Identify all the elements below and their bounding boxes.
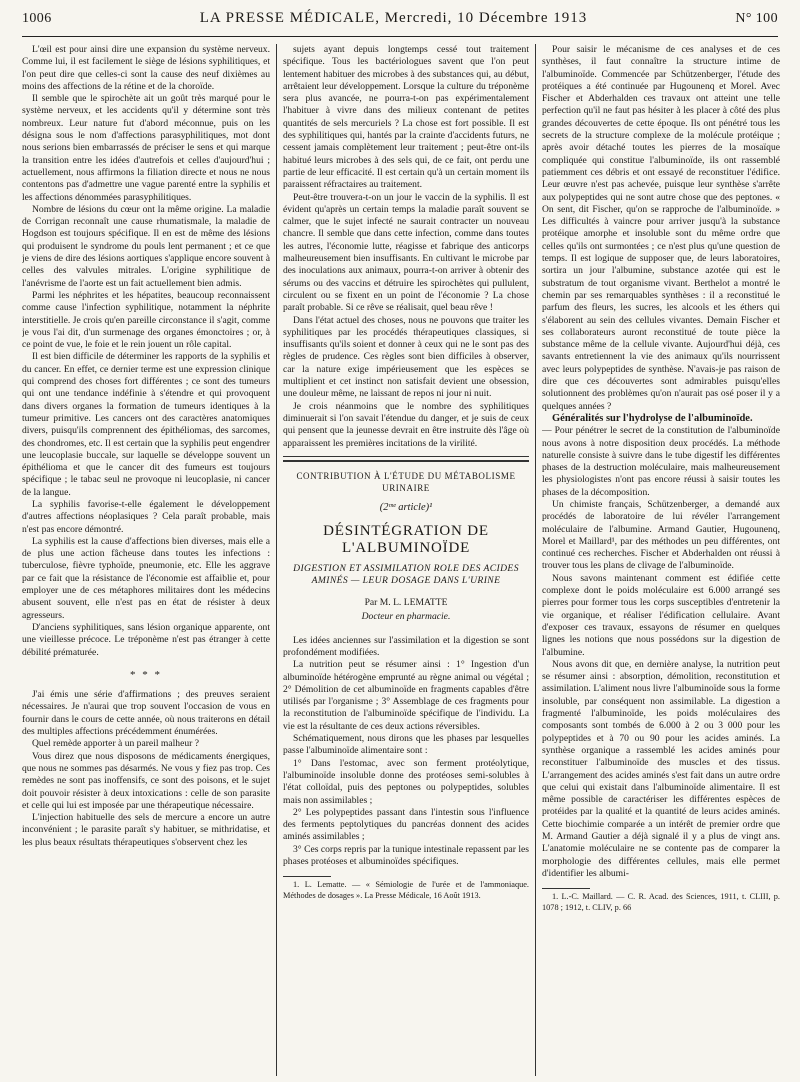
article-subtitle: DIGESTION ET ASSIMILATION ROLE DES ACIDES AMINÉS — LEUR DOSAGE DANS L'URINE <box>293 562 519 586</box>
footnote-rule <box>542 888 590 889</box>
paragraph: Pour saisir le mécanisme de ces analyses et de ces synthèses, il faut connaître la structure intime de l'albuminoïde. Commencée par Schützenberger, l'étude des protéiques a été continuée par Hugounenq et Morel. Avec Fischer et Abderhalden ces travaux ont atteint une telle perfection qu'il ne faut pas hésiter à les placer à côté des plus grandes découvertes de cette époque. Ils ont pénétré tous les secrets de la structure complexe de la molécule protéique ; après avoir détaché toutes les pierres de la mosaïque compliquée qui constitue l'albuminoïde, ils ont rassemblé patiemment ces débris et ont essayé de reconstituer l'édifice. Leur œuvre n'est pas achevée, puisque leur synthèse s'arrête aux polypeptides qui ne sont autre chose que des peptones. « On sent, dit Fischer, qu'on se rapproche de l'albuminoïde. » Les difficultés à vaincre pour arriver jusqu'à la substance protéique amorphe et insoluble sont du même ordre que celles qu'ils ont surmontées ; ce n'est plus qu'une question de temps. Il est logique de supposer que, de leurs laboratoires, sortira un jour l'albumine, substance azotée qui est le substratum de tout organisme vivant. Berthelot a montré le chemin par ses remarquables synthèses : il a reconstitué le parfum des fleurs, les sucres, les alcools et les éthers qui s'élaborent au sein des cellules vivantes. Demain Fischer et ses collaborateurs auront reconstitué de toute pièce la substance même de la cellule vivante. Aujourd'hui déjà, ces savants entretiennent la vie des animaux qu'ils nourrissent avec leurs polypeptides de synthèse. N'avais-je pas raison de dire que ces découvertes sont admirables puisqu'elles solutionnent des problèmes qu'on n'aurait pas osé poser il y a quelques années ? <box>542 44 780 412</box>
paragraph: Parmi les néphrites et les hépatites, beaucoup reconnaissent comme cause l'infection syphilitique, notamment la néphrite interstitielle. Je crois qu'en pareille circonstance il s'agit, comme je vous l'ai dit, d'un surmenage des organes émonctoires ; or, à ce point de vue, le foie et le rein jouent un rôle capital. <box>22 289 270 351</box>
paragraph: — Pour pénétrer le secret de la constitution de l'albuminoïde nous avons à notre disposition deux procédés. La méthode naturelle consiste à suivre dans le tube digestif les différentes phases de la destruction moléculaire, mais malheureusement les physiologistes n'ont pas encore réussi à saisir toutes les phases de la décomposition. <box>542 425 780 498</box>
running-head <box>22 10 778 36</box>
paragraph: Un chimiste français, Schützenberger, a demandé aux procédés de laboratoire de lui révéler l'arrangement moléculaire de l'albumine. Armand Gautier, Hugounenq, Morel et Maillard¹, par des méthodes un peu différentes, ont continué ces recherches. Fischer et Abderhalden ont réussi à trouver tous les plans de clivage de l'albuminoïde. <box>542 498 780 572</box>
series-heading: CONTRIBUTION À L'ÉTUDE DU MÉTABOLISME URINAIRE <box>296 470 516 494</box>
section-ornament: * * * <box>130 668 162 681</box>
footnote: 1. L.-C. Maillard. — C. R. Acad. des Sciences, 1911, t. CLIII, p. 1078 ; 1912, t. CLIV, p. 66 <box>542 892 780 912</box>
column-separator <box>535 44 536 1076</box>
paragraph: J'ai émis une série d'affirmations ; des preuves seraient nécessaires. Je n'aurai que trop souvent l'occasion de vous en fournir dans le cours de cette année, où nous traiterons en détail des multiples affections précédemment énumérées. <box>22 689 270 738</box>
paragraph: La syphilis favorise-t-elle également le développement d'autres affections néoplasiques ? Cela paraît probable, mais n'est pas encore démontré. <box>22 498 270 535</box>
article-rule <box>283 456 529 457</box>
article-title: DÉSINTÉGRATION DE L'ALBUMINOÏDE <box>323 522 489 556</box>
paragraph: 3° Ces corps repris par la tunique intestinale repassent par les phases protéoses et albuminoïdes spécifiques. <box>283 843 529 868</box>
paragraph: Peut-être trouvera-t-on un jour le vaccin de la syphilis. Il est évident qu'après un certain temps la maladie paraît souvent se calmer, que le sujet infecté ne saurait contracter un nouveau chancre. Il semble que dans cette infection, comme dans toutes les autres, l'économie lutte, réagisse et fabrique des anticorps malheureusement bien insuffisants. En cultivant le microbe par des inoculations aux animaux, pourra-t-on arriver à obtenir des sérums ou des vaccins et détruire les spirochètes qui pullulent, circulent ou se fixent en un point de l'économie ? La chose paraît probable. Si ce rêve se réalisait, quel beau rêve ! <box>283 191 529 314</box>
column-3 <box>542 44 780 1076</box>
paragraph: Schématiquement, nous dirons que les phases par lesquelles passe l'albuminoïde alimentaire sont : <box>283 733 529 757</box>
page-number: 1006 <box>22 11 52 26</box>
paragraph: L'œil est pour ainsi dire une expansion du système nerveux. Comme lui, il est facilement le siège de lésions syphilitiques, et l'on peut dire que celles-ci sont la cause des neuf dixièmes au moins des affections de la rétine et de la choroïde. <box>22 44 270 92</box>
paragraph: 1° Dans l'estomac, avec son ferment protéolytique, l'albuminoïde insoluble donne des protéoses semi-solubles à l'état colloïdal, puis des peptones ou polypeptides, solubles mais non assimilables ; <box>283 757 529 806</box>
paragraph: Dans l'état actuel des choses, nous ne pouvons que traiter les syphilitiques par les procédés thérapeutiques classiques, si insuffisants qu'ils soient et donner à ceux qui ne le sont pas des règles de prudence. Ces règles sont bien difficiles à observer, car la nature exige impérieusement que les espèces se multiplient et cet instinct non satisfait devient une obsession, une douleur même, ne laissant de repos ni jour ni nuit. <box>283 314 529 400</box>
paragraph: Quel remède apporter à un pareil malheur ? <box>32 738 200 750</box>
paragraph: Les idées anciennes sur l'assimilation et la digestion se sont profondément modifiées. <box>283 634 529 658</box>
paragraph: Je crois néanmoins que le nombre des syphilitiques diminuerait si l'on savait l'étendue du danger, et je suis de ceux qui pensent que la jeunesse devrait en être instruite dès l'âge où apparaissent les premières incitations de la virilité. <box>283 400 529 449</box>
paragraph: La nutrition peut se résumer ainsi : 1° Ingestion d'un albuminoïde hétérogène emprunté au règne animal ou végétal ; 2° Démolition de cet albuminoïde en fragments capables d'être utilisés par l'organisme ; 3° Assemblage de ces fragments pour la reconstitution de l'albuminoïde spécifique de l'individu. La vie est la résultante de ces deux actions réversibles. <box>283 659 529 732</box>
article-rule <box>283 460 529 462</box>
section-heading: Généralités sur l'hydrolyse de l'albuminoïde. <box>552 412 753 424</box>
paragraph: Nombre de lésions du cœur ont la même origine. La maladie de Corrigan reconnaît une cause rhumatismale, la maladie de Hogdson est toujours spécifique. Il en est de même des lésions qui produisent le syndrome du pouls lent permanent ; et ce que je viens de dire des lésions aortiques s'applique encore souvent à celles des valvules mitrales. L'origine syphilitique de l'anévrisme de l'aorte est un fait actuellement bien admis. <box>22 203 270 289</box>
byline: Par M. L. LEMATTE <box>364 596 448 608</box>
paragraph: L'injection habituelle des sels de mercure a encore un autre inconvénient ; le parasite paraît s'y habituer, se mithridatise, et les plus beaux résultats thérapeutiques s'observent chez les <box>22 812 270 848</box>
paragraph: Vous direz que nous disposons de médicaments énergiques, que nous ne sommes pas désarmés. Ne vous y fiez pas trop. Ces remèdes ne sont pas inoffensifs, ce sont des poisons, et le sujet doit pouvoir résister à deux intoxications : celle de son parasite et celle qui lui est imposée par une thérapeutique nécessaire. <box>22 750 270 811</box>
column-1 <box>22 44 270 1076</box>
article-note: (2ᵐᵉ article)¹ <box>379 502 433 514</box>
column-2 <box>283 44 529 1076</box>
issue-number: N° 100 <box>735 11 778 26</box>
paragraph: La syphilis est la cause d'affections bien diverses, mais elle a de plus une action fâcheuse dans toutes les infections : tuberculose, fièvre typhoïde, pneumonie, etc. Elle les aggrave par ce fait que la résistance de l'économie est affaiblie et, pour employer une de ces métaphores militaires dont les médecins abusent souvent, elle n'est pas en état de résister à deux agresseurs. <box>22 535 270 621</box>
paragraph: sujets ayant depuis longtemps cessé tout traitement spécifique. Tous les bactériologues savent que l'on peut lentement habituer des microbes à des substances qui, au début, arrêtaient leur développement. Lorsque la culture du tréponème sera plus avancée, ne pourra-t-on pas expérimentalement l'habituer à vivre dans des milieux contenant de petites quantités de sels mercuriels ? La chose est fort possible. Il est des syphilitiques qui, hantés par la crainte d'accidents futurs, ne cessent jamais complètement leur traitement ; peut-être ont-ils habitué leurs microbes à des sels qui, de ce fait, ont perdu une partie de leur efficacité. Il est certain qu'à un certain moment ils paraissent réfractaires au traitement. <box>283 44 529 191</box>
journal-title: LA PRESSE MÉDICALE, Mercredi, 10 Décembre 1913 <box>199 10 588 26</box>
header-rule <box>22 36 778 37</box>
byline-role: Docteur en pharmacie. <box>361 610 451 622</box>
paragraph: Il est bien difficile de déterminer les rapports de la syphilis et du cancer. En effet, ce dernier terme est une expression clinique qui comprend des choses fort différentes ; ce sont des tumeurs qui ont une tendance indéfinie à s'étendre et qui provoquent dans divers organes la formation de tumeurs identiques à la tumeur primitive. Les cancers ont des caractères anatomiques divers, puisqu'ils comprennent des épithéliomas, des sarcomes, des chondromes, etc. Il est certain que la syphilis peut engendrer une leucoplasie buccale, sur laquelle se développe souvent un épithélioma et que le cancer dit des fumeurs est toujours spécifique ; le tabac seul ne provoque ni leucoplasie, ni cancer de la langue. <box>22 351 270 498</box>
paragraph: 2° Les polypeptides passant dans l'intestin sous l'influence des ferments peptolytiques du pancréas donnent des acides aminés assimilables ; <box>283 806 529 843</box>
paragraph: Nous savons maintenant comment est édifiée cette complexe dont le poids moléculaire est 6.000 arrangé ses pierres pour former tous les corps susceptibles d'entretenir la vie organique, et réaliser l'édification cellulaire. Avant d'exposer ces travaux, essayons de résumer en quelques lignes les notions que nous possédons sur la digestion de l'albumine. <box>542 572 780 658</box>
footnote-rule <box>283 876 331 877</box>
paragraph: Nous avons dit que, en dernière analyse, la nutrition peut se résumer ainsi : absorption, démolition, reconstitution et assimilation. L'aliment nous livre l'albuminoïde sous la forme insoluble, par conséquent non assimilable. La digestion a fragmenté l'albuminoïde, les poids moléculaires des composants sont tombés de 6.000 à 2 ou 3 000 pour les polypeptides et à 70 ou 90 pour les acides aminés. La synthèse organique a rassemblé les acides aminés pour reconstituer l'albuminoïde des muscles et des tissus. L'arrangement des acides aminés s'est fait dans un autre ordre que celui qui existait dans l'albuminoïde alimentaire. Il est même possible de caractériser les différentes espèces de protéides par la qualité et la quantité de leurs acides aminés. Cette biochimie comparée a un intérêt de premier ordre que M. Armand Gautier a déjà signalé il y a plus de vingt ans. L'anatomie moléculaire ne se contente pas de comparer la morphologie des différentes cellules, mais elle permet d'identifier les albumi- <box>542 658 780 879</box>
footnote: 1. L. Lematte. — « Sémiologie de l'urée et de l'ammoniaque. Méthodes de dosages ». La Presse Médicale, 16 Août 1913. <box>283 880 529 900</box>
column-separator <box>276 44 277 1076</box>
paragraph: Il semble que le spirochète ait un goût très marqué pour le système nerveux, et les accidents qu'il y détermine sont très nombreux. Leur nature fut d'abord méconnue, puis on les désigna sous le nom d'affections parasyphilitiques, mot dont nous serions bien embarrassés de préciser le sens et qui marque la transition entre les idées d'autrefois et celles d'aujourd'hui ; actuellement, nous affirmons la filiation directe et nous ne nous contentons pas d'admettre une vague parenté entre la syphilis et les affections dénommées parasyphilitiques. <box>22 93 270 203</box>
paragraph: D'anciens syphilitiques, sans lésion organique apparente, ont une vieillesse précoce. Le tréponème n'est pas étranger à cette débilité prématurée. <box>22 621 270 658</box>
